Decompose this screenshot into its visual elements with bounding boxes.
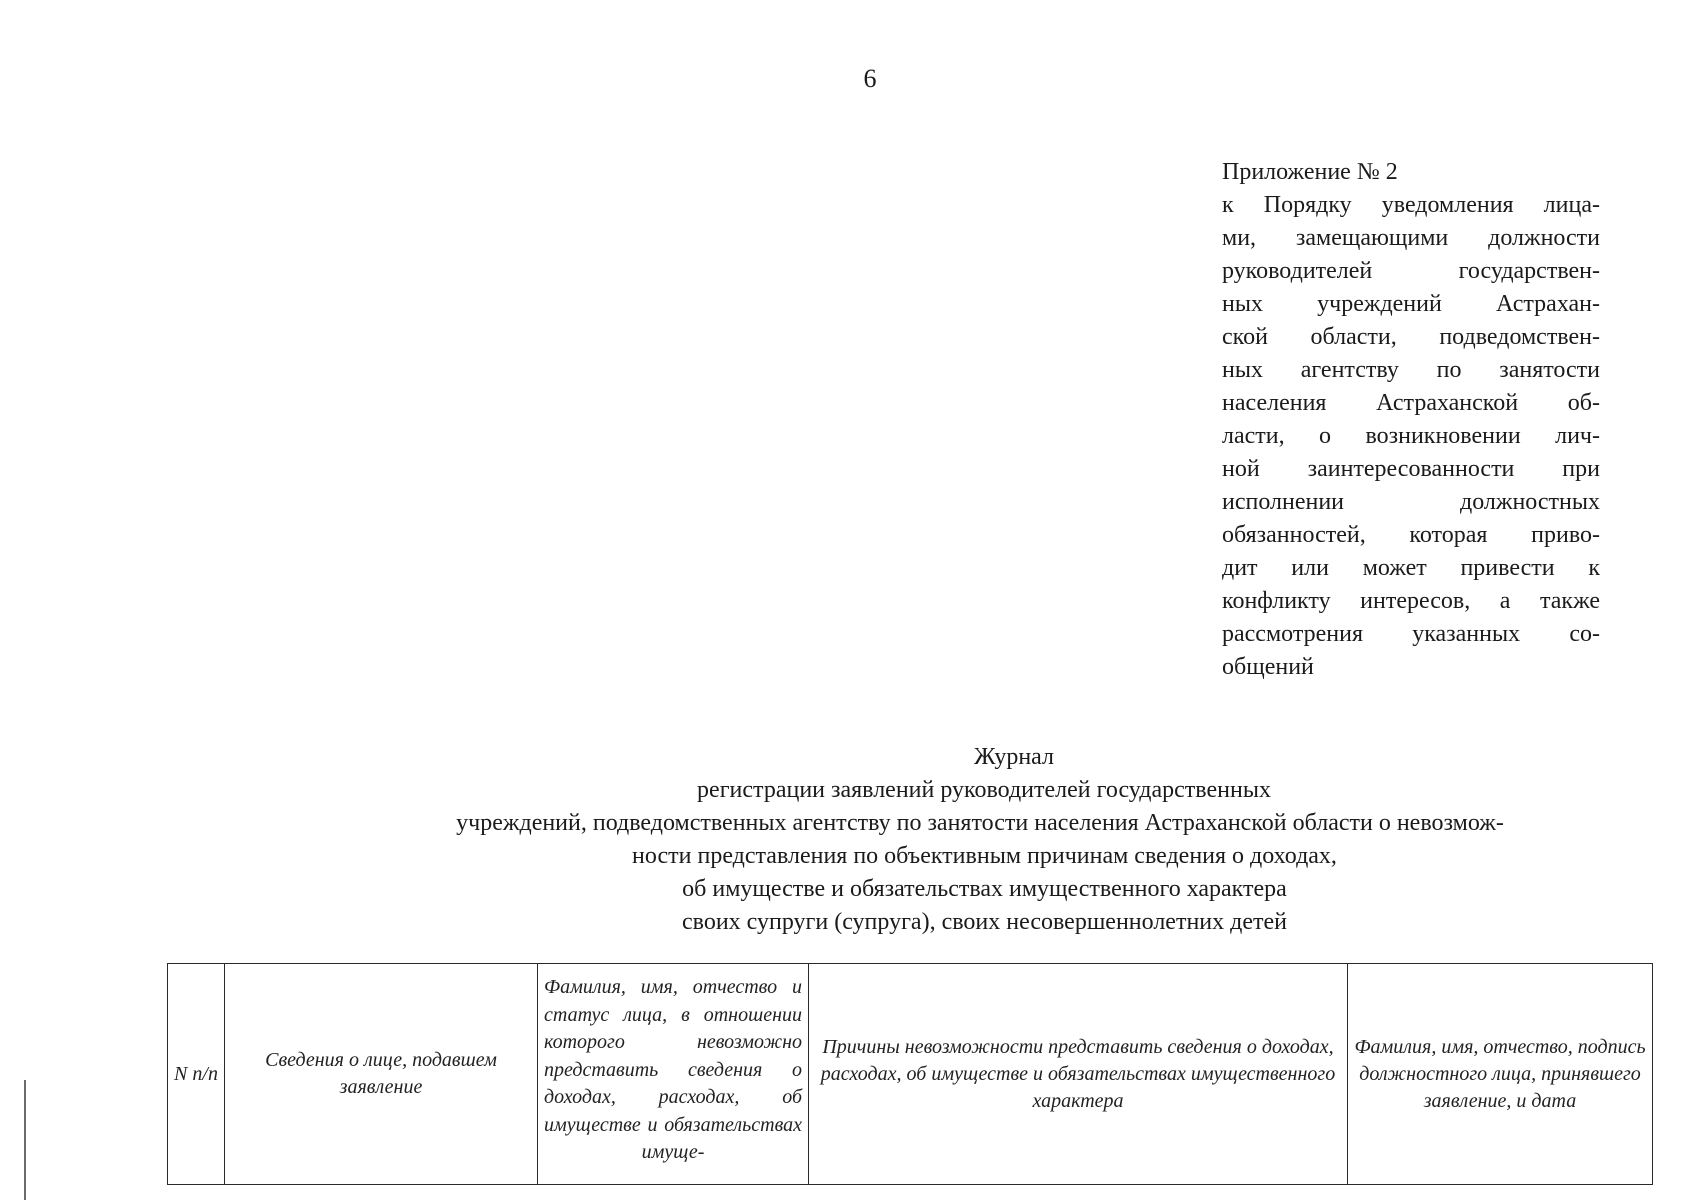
appendix-title: Приложение № 2 (1222, 159, 1398, 185)
column-header-person-status-text: Фамилия, имя, отчество и статус лица, в отношении которого невозможно представить сведения о доходах, расходах, об имуществе и обязательствах имуще- (544, 976, 802, 1163)
appendix-line: к Порядку уведомления лица- (1222, 192, 1600, 218)
appendix-line: руководителей государствен- (1222, 258, 1600, 284)
appendix-line: ской области, подведомствен- (1222, 324, 1600, 350)
appendix-block (1222, 156, 1600, 684)
register-table-header (168, 964, 1653, 1185)
journal-subtitle-line: ности представления по объективным причинам сведения о доходах, (632, 843, 1337, 869)
scan-margin-line (24, 1080, 26, 1200)
appendix-line: обязанностей, которая приво- (1222, 522, 1600, 548)
appendix-line: населения Астраханской об- (1222, 390, 1600, 416)
appendix-line: дит или может привести к (1222, 555, 1600, 581)
appendix-line: исполнении должностных (1222, 489, 1600, 515)
column-header-official: Фамилия, имя, отчество, подпись должностного лица, принявшего заявление, и дата (1348, 964, 1653, 1185)
journal-header (300, 741, 1660, 939)
appendix-line: общений (1222, 654, 1314, 680)
column-header-number: N п/п (168, 964, 225, 1185)
appendix-line: ной заинтересованности при (1222, 456, 1600, 482)
appendix-description (1222, 189, 1600, 684)
journal-subtitle-line: регистрации заявлений руководителей государственных (697, 777, 1271, 803)
table-header-row (168, 964, 1653, 1185)
register-table (167, 963, 1653, 1185)
appendix-line: ных учреждений Астрахан- (1222, 291, 1600, 317)
appendix-line: ласти, о возникновении лич- (1222, 423, 1600, 449)
column-header-person-status (538, 964, 809, 1185)
journal-subtitle-line: своих супруги (супруга), своих несовершеннолетних детей (682, 909, 1287, 935)
appendix-line: ных агентству по занятости (1222, 357, 1600, 383)
journal-subtitle-line: об имуществе и обязательствах имущественного характера (682, 876, 1287, 902)
page-number: 6 (863, 64, 877, 93)
appendix-line: ми, замещающими должности (1222, 225, 1600, 251)
journal-subtitle-line: учреждений, подведомственных агентству по занятости населения Астраханской области о невозмож- (456, 810, 1504, 836)
appendix-line: рассмотрения указанных со- (1222, 621, 1600, 647)
column-header-reasons: Причины невозможности представить сведения о доходах, расходах, об имуществе и обязательствах имущественного характера (809, 964, 1348, 1185)
column-header-applicant: Сведения о лице, подавшем заявление (225, 964, 538, 1185)
journal-title: Журнал (973, 744, 1054, 770)
appendix-line: конфликту интересов, а также (1222, 588, 1600, 614)
